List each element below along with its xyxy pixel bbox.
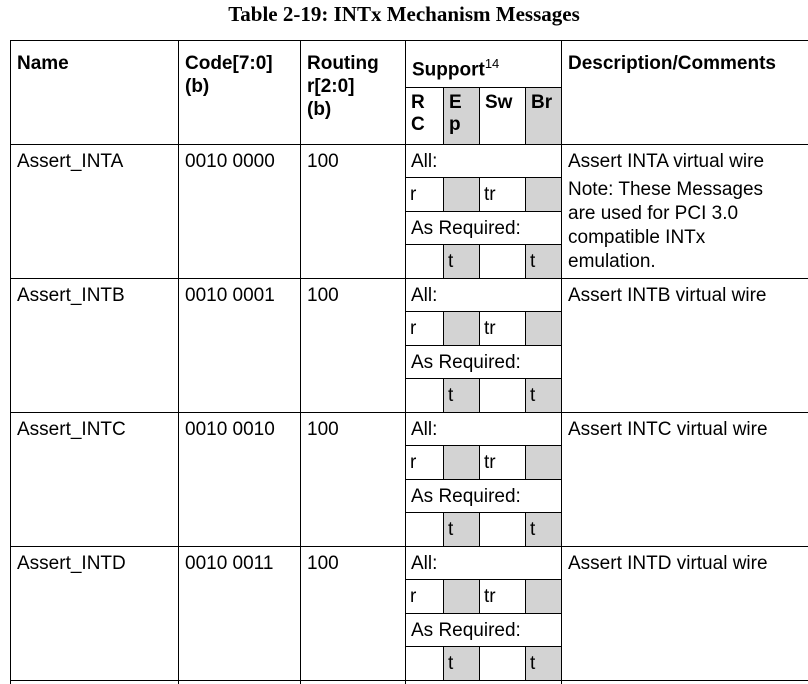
grid-line <box>405 311 562 312</box>
grid-line <box>443 311 444 345</box>
grid-line <box>525 646 526 681</box>
grid-line <box>10 546 808 547</box>
subheader-rc-line1: R <box>411 92 425 113</box>
grid-line <box>525 244 526 279</box>
grid-line <box>10 412 808 413</box>
grid-line <box>405 345 562 346</box>
message-routing: 100 <box>307 419 339 440</box>
grid-line <box>443 244 444 279</box>
message-name: Assert_INTB <box>17 285 125 306</box>
support-required-cell <box>480 245 525 278</box>
grid-line <box>405 479 562 480</box>
support-required-cell: t <box>444 647 479 680</box>
message-code: 0010 0001 <box>185 285 275 306</box>
header-code-label: Code[7:0] <box>185 53 273 74</box>
support-all-cell <box>526 446 561 479</box>
grid-line <box>443 378 444 413</box>
subheader-rc <box>406 88 444 144</box>
support-all-cell: r <box>410 318 417 339</box>
grid-line <box>405 646 562 647</box>
grid-line <box>405 445 562 446</box>
support-all-cell: r <box>410 586 417 607</box>
grid-line <box>443 177 444 211</box>
header-support-label: Support <box>412 59 485 81</box>
grid-line <box>443 579 444 613</box>
support-all-cell: tr <box>484 586 496 607</box>
grid-line <box>525 87 526 144</box>
grid-line <box>405 579 562 580</box>
support-required-cell: t <box>526 379 561 412</box>
subheader-ep-line2: p <box>449 114 461 135</box>
subheader-br <box>526 88 562 144</box>
grid-line <box>525 512 526 547</box>
grid-line <box>443 646 444 681</box>
support-required-label: As Required: <box>411 218 521 239</box>
support-all-cell <box>444 446 479 479</box>
message-note: Note: These Messages are used for PCI 3.0 compatible INTx emulation. <box>568 179 764 272</box>
grid-line <box>479 311 480 345</box>
subheader-rc-line2: C <box>411 114 425 135</box>
grid-line <box>525 378 526 413</box>
grid-line <box>405 87 562 88</box>
support-required-cell: t <box>444 379 479 412</box>
grid-line <box>405 512 562 513</box>
message-code: 0010 0010 <box>185 419 275 440</box>
header-routing <box>307 52 379 121</box>
grid-line <box>479 512 480 547</box>
support-all-cell: r <box>410 184 417 205</box>
support-required-label: As Required: <box>411 352 521 373</box>
support-required-cell <box>406 513 443 546</box>
support-all-cell <box>444 178 479 211</box>
message-description: Assert INTA virtual wire <box>568 151 765 172</box>
support-required-cell: t <box>526 513 561 546</box>
grid-line <box>479 646 480 681</box>
support-all-cell <box>526 178 561 211</box>
header-routing-label: Routing <box>307 53 379 74</box>
support-required-cell <box>480 513 525 546</box>
header-code-unit: (b) <box>185 76 210 97</box>
grid-line <box>300 40 301 684</box>
support-all-cell <box>444 580 479 613</box>
grid-line <box>479 244 480 279</box>
grid-line <box>479 445 480 479</box>
message-name: Assert_INTC <box>17 419 126 440</box>
support-required-label: As Required: <box>411 486 521 507</box>
grid-line <box>525 445 526 479</box>
grid-line <box>525 311 526 345</box>
header-routing-unit: (b) <box>307 99 332 120</box>
support-required-cell: t <box>444 245 479 278</box>
grid-line <box>525 579 526 613</box>
header-name: Name <box>17 53 69 74</box>
support-all-label: All: <box>411 285 438 306</box>
support-required-label: As Required: <box>411 620 521 641</box>
support-all-cell <box>526 312 561 345</box>
message-description: Assert INTD virtual wire <box>568 553 768 574</box>
header-support <box>412 52 499 81</box>
grid-line <box>10 40 808 41</box>
support-all-cell: tr <box>484 318 496 339</box>
support-required-cell <box>480 647 525 680</box>
message-code: 0010 0000 <box>185 151 275 172</box>
subheader-sw-line1: Sw <box>485 92 513 113</box>
support-all-cell: tr <box>484 452 496 473</box>
message-description: Assert INTC virtual wire <box>568 419 768 440</box>
subheader-ep <box>444 88 480 144</box>
grid-line <box>10 40 11 684</box>
support-required-cell: t <box>444 513 479 546</box>
grid-line <box>10 680 808 681</box>
subheader-ep-line1: E <box>449 92 462 113</box>
support-all-label: All: <box>411 553 438 574</box>
support-required-cell <box>480 379 525 412</box>
header-routing-field: r[2:0] <box>307 76 355 97</box>
grid-line <box>405 40 406 684</box>
support-all-label: All: <box>411 419 438 440</box>
grid-line <box>479 87 480 144</box>
grid-line <box>405 177 562 178</box>
grid-line <box>479 579 480 613</box>
message-name: Assert_INTA <box>17 151 124 172</box>
support-all-cell: tr <box>484 184 496 205</box>
grid-line <box>405 613 562 614</box>
support-required-cell: t <box>526 245 561 278</box>
grid-line <box>10 144 808 145</box>
grid-line <box>10 278 808 279</box>
grid-line <box>479 177 480 211</box>
support-all-cell <box>526 580 561 613</box>
grid-line <box>561 40 562 684</box>
support-required-cell <box>406 245 443 278</box>
message-routing: 100 <box>307 285 339 306</box>
message-code: 0010 0011 <box>185 553 274 574</box>
grid-line <box>405 211 562 212</box>
message-name: Assert_INTD <box>17 553 126 574</box>
grid-line <box>443 87 444 144</box>
grid-line <box>405 378 562 379</box>
subheader-sw <box>480 88 526 144</box>
footnote-marker: 14 <box>484 56 500 71</box>
support-all-label: All: <box>411 151 438 172</box>
header-description: Description/Comments <box>568 53 776 74</box>
grid-line <box>443 445 444 479</box>
table-caption: Table 2-19: INTx Mechanism Messages <box>228 2 580 26</box>
grid-line <box>479 378 480 413</box>
grid-line <box>443 512 444 547</box>
grid-line <box>405 244 562 245</box>
support-required-cell <box>406 379 443 412</box>
grid-line <box>178 40 179 684</box>
support-required-cell <box>406 647 443 680</box>
message-description: Assert INTB virtual wire <box>568 285 767 306</box>
message-routing: 100 <box>307 151 339 172</box>
grid-line <box>525 177 526 211</box>
support-all-cell: r <box>410 452 417 473</box>
subheader-br-line1: Br <box>531 92 553 113</box>
message-routing: 100 <box>307 553 339 574</box>
header-code <box>185 52 273 98</box>
support-all-cell <box>444 312 479 345</box>
support-required-cell: t <box>526 647 561 680</box>
